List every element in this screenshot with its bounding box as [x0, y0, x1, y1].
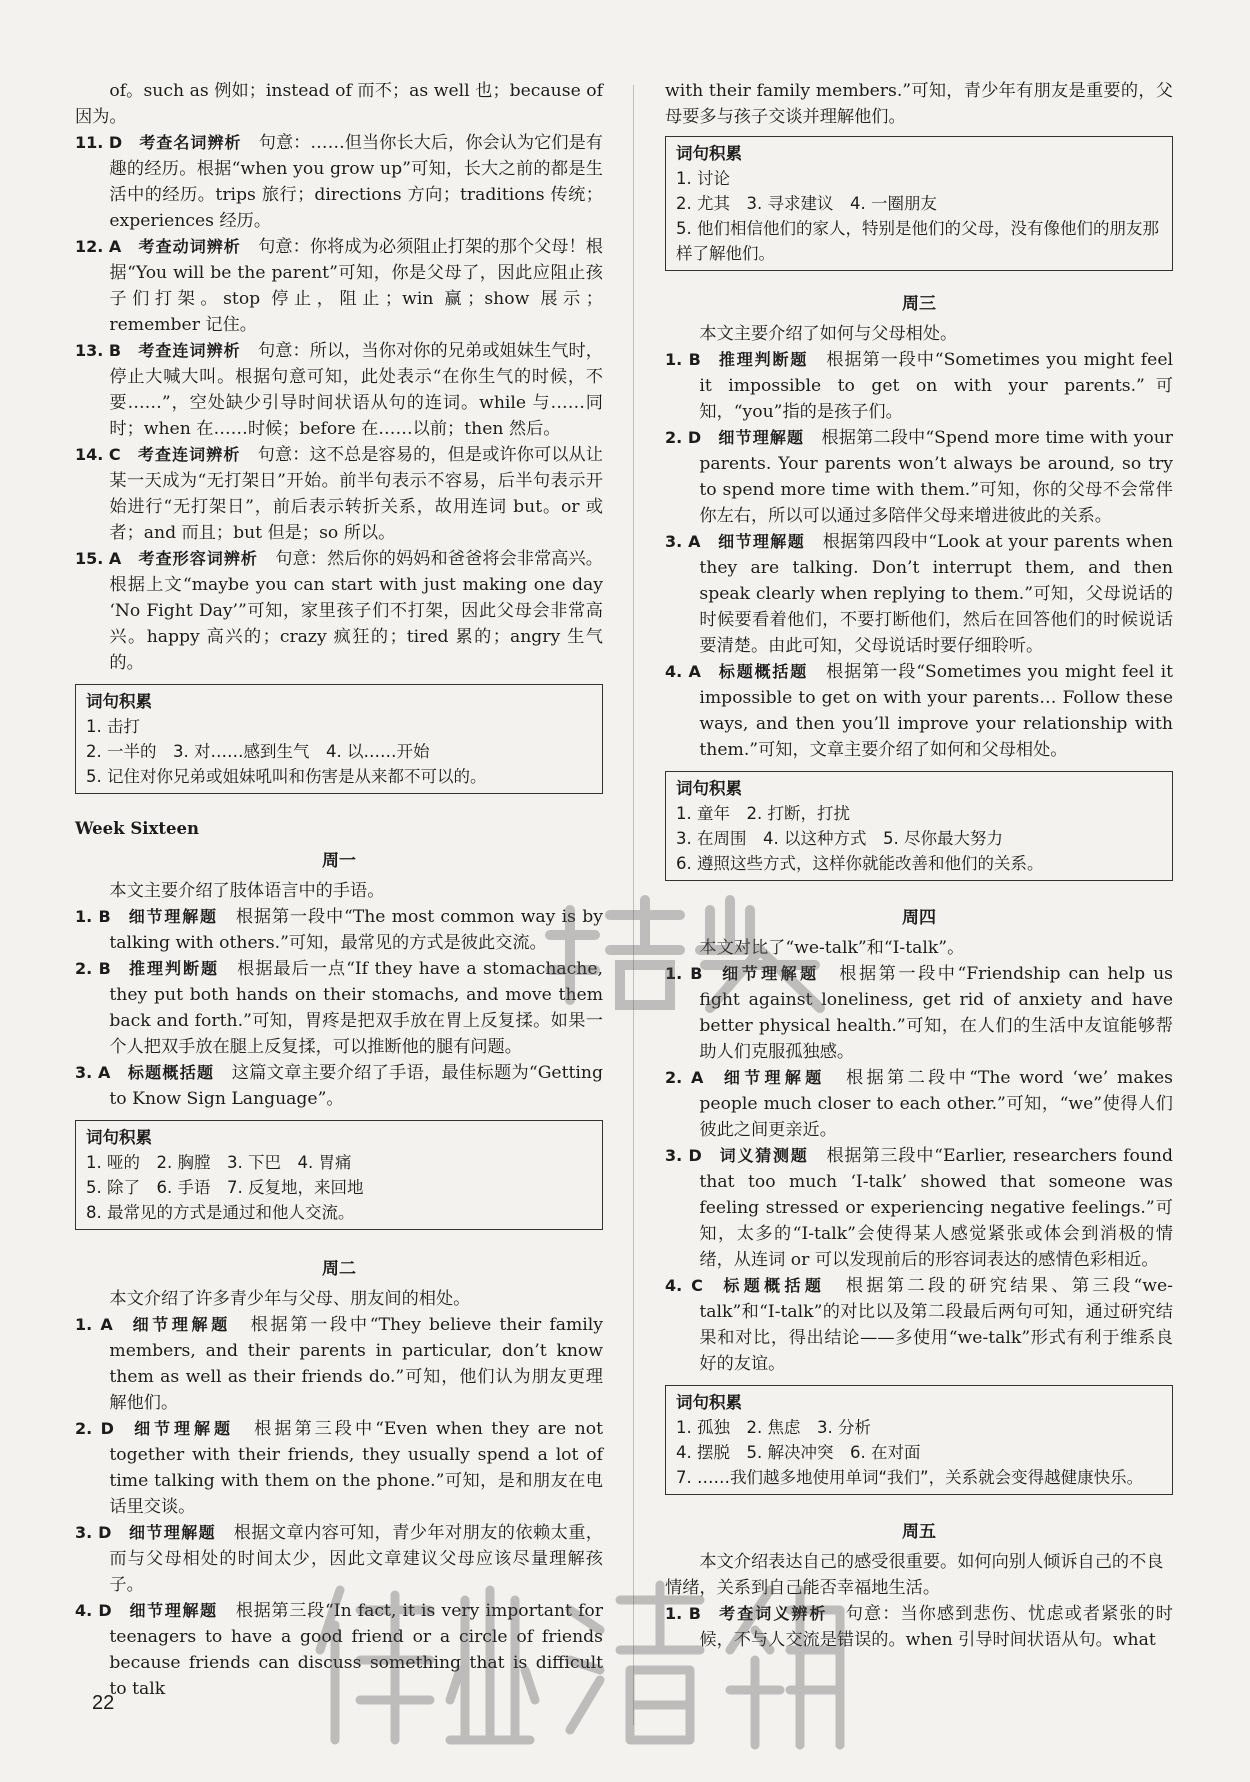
vocab-row: 5. 除了 6. 手语 7. 反复地，来回地 — [86, 1178, 364, 1197]
answer-letter: B — [98, 907, 111, 926]
answer-letter: D — [108, 133, 123, 152]
vocab-box — [75, 1120, 603, 1230]
watermark-text — [300, 1570, 860, 1760]
explanation: 句意：你将成为必须阻止打架的那个父母！根据“You will be the parent”可知，你是父母了，因此应阻止孩子们打架。stop 停止，阻止；win 赢；show 展示；remember 记住。 — [109, 237, 603, 335]
question-number: 1. — [75, 1315, 93, 1334]
explanation: 句意：这不总是容易的，但是或许你可以从让某一天成为“无打架日”开始。前半句表示不容易，后半句表示开始进行“无打架日”，前后表示转折关系，故用连词 but。or 或者；and 而且；but 但是；so 所以。 — [109, 445, 603, 543]
question-type: 细节理解题 — [720, 1068, 826, 1087]
question-type: 推理判断题 — [717, 350, 809, 369]
explanation: 根据第四段中“Look at your parents when they are talking. Don’t interrupt them, and then speak clearly when replying to them.”可知，父母说话的时候要看着他们，不要打断他们，然后在回答他们的时候说话要清楚。由此可知，父母说话时要仔细聆听。 — [699, 532, 1173, 656]
question-type: 考查词义辨析 — [718, 1604, 828, 1623]
explanation: 根据第一段中“Sometimes you might feel it impossible to get on with your parents.”可知，“you”指的是孩子们。 — [699, 350, 1173, 422]
question-type: 考查连词辨析 — [138, 341, 241, 360]
answer-item — [75, 130, 603, 234]
answer-letter: D — [100, 1419, 114, 1438]
question-list — [75, 904, 603, 1112]
answer-letter: D — [687, 428, 702, 447]
answer-item — [665, 1065, 1173, 1143]
vocab-box-title: 词句积累 — [676, 779, 742, 798]
answer-letter: D — [98, 1523, 112, 1542]
section-intro: 本文介绍了许多青少年与父母、朋友间的相处。 — [109, 1289, 471, 1309]
question-type: 细节理解题 — [718, 428, 805, 447]
vocab-row: 1. 哑的 2. 胸膛 3. 下巴 4. 胃痛 — [86, 1153, 352, 1172]
question-type: 细节理解题 — [719, 964, 820, 983]
vocab-box — [665, 1385, 1173, 1495]
vocab-row: 1. 孤独 2. 焦虑 3. 分析 — [676, 1418, 871, 1437]
question-type: 标题概括题 — [127, 1063, 215, 1082]
vocab-row: 2. 一半的 3. 对……感到生气 4. 以……开始 — [86, 742, 430, 761]
explanation: 根据第一段中“The most common way is by talking with others.”可知，最常见的方式是彼此交流。 — [109, 907, 603, 953]
answer-letter: A — [691, 1068, 704, 1087]
question-type: 标题概括题 — [718, 662, 809, 681]
vocab-box — [665, 771, 1173, 881]
question-type: 推理判断题 — [128, 959, 219, 978]
question-number: 13. — [75, 341, 104, 360]
question-number: 4. — [665, 662, 683, 681]
answer-letter: D — [98, 1601, 112, 1620]
answer-item — [75, 442, 603, 546]
answer-letter: D — [688, 1146, 702, 1165]
vocab-box-title: 词句积累 — [676, 1393, 742, 1412]
explanation: 根据最后一点“If they have a stomachache, they put both hands on their stomachs, and move them back and forth.”可知，胃疼是把双手放在胃上反复揉。如果一个人把双手放在腿上反复揉，可以推断他的腿有问题。 — [109, 959, 603, 1057]
right-column — [665, 78, 1173, 1653]
answer-item — [75, 1060, 603, 1112]
answer-item — [75, 904, 603, 956]
question-type: 细节理解题 — [717, 532, 806, 551]
question-type: 考查形容词辨析 — [138, 549, 258, 568]
answer-item — [665, 347, 1173, 425]
question-type: 考查连词辨析 — [137, 445, 241, 464]
explanation: 根据第一段中“Friendship can help us fight against loneliness, get rid of anxiety and have better physical health.”可知，在人们的生活中友谊能够帮助人们克服孤独感。 — [699, 964, 1173, 1062]
answer-item — [665, 425, 1173, 529]
explanation: 根据第三段中“Even when they are not together with their friends, they usually spend a lot of time talking with them on the phone.”可知，是和朋友在电话里交谈。 — [109, 1419, 603, 1517]
question-number: 3. — [665, 532, 683, 551]
question-type: 细节理解题 — [129, 1315, 231, 1334]
answer-item — [75, 338, 603, 442]
question-number: 2. — [75, 1419, 93, 1438]
question-number: 1. — [75, 907, 93, 926]
explanation: 根据第一段中“They believe their family members, and their parents in particular, don’t know them as well as their friends do.”可知，他们认为朋友更理解他们。 — [109, 1315, 603, 1413]
explanation: 根据文章内容可知，青少年对朋友的依赖太重，而与父母相处的时间太少，因此文章建议父母应该尽量理解孩子。 — [109, 1523, 603, 1595]
day-title: 周五 — [902, 1522, 936, 1542]
answer-letter: C — [108, 445, 121, 464]
answer-letter: C — [691, 1276, 703, 1295]
section-intro: 本文对比了“we-talk”和“I-talk”。 — [699, 938, 965, 958]
explanation: 根据第二段中“The word ‘we’ makes people much closer to each other.”可知，“we”使得人们彼此之间更亲近。 — [699, 1068, 1173, 1140]
answer-letter: A — [688, 532, 701, 551]
question-number: 3. — [75, 1063, 93, 1082]
question-type: 细节理解题 — [128, 1601, 218, 1620]
answer-letter: B — [690, 964, 703, 983]
question-list — [75, 130, 603, 676]
question-number: 2. — [665, 1068, 683, 1087]
answer-letter: A — [688, 662, 701, 681]
vocab-row: 1. 击打 — [86, 717, 140, 736]
question-type: 考查名词辨析 — [139, 133, 242, 152]
question-number: 1. — [665, 1604, 683, 1623]
question-number: 1. — [665, 964, 683, 983]
section-intro: 本文介绍表达自己的感受很重要。如何向别人倾诉自己的不良情绪，关系到自己能否幸福地生活。 — [665, 1552, 1164, 1598]
question-list — [665, 961, 1173, 1377]
vocab-row: 5. 记住对你兄弟或姐妹吼叫和伤害是从来都不可以的。 — [86, 767, 487, 786]
answer-letter: A — [100, 1315, 113, 1334]
answer-letter: A — [108, 549, 122, 568]
question-number: 3. — [665, 1146, 683, 1165]
question-number: 4. — [75, 1601, 93, 1620]
explanation: 句意：然后你的妈妈和爸爸将会非常高兴。根据上文“maybe you can start with just making one day ‘No Fight Day’”可知，家里孩子们不打架，因此父母会非常高兴。happy 高兴的；crazy 疯狂的；tired 累的；angry 生气的。 — [109, 549, 603, 673]
answer-letter: A — [97, 1063, 111, 1082]
vocab-row: 1. 讨论 — [676, 169, 730, 188]
vocab-box — [75, 684, 603, 794]
question-number: 15. — [75, 549, 104, 568]
question-number: 11. — [75, 133, 104, 152]
question-number: 2. — [665, 428, 683, 447]
vocab-row: 6. 遵照这些方式，这样你就能改善和他们的关系。 — [676, 854, 1044, 873]
answer-item — [75, 546, 603, 676]
answer-item — [75, 956, 603, 1060]
question-type: 词义猜测题 — [718, 1146, 809, 1165]
question-number: 14. — [75, 445, 104, 464]
day-title: 周一 — [322, 851, 356, 871]
question-number: 12. — [75, 237, 104, 256]
answer-letter: B — [108, 341, 122, 360]
vocab-box — [665, 136, 1173, 271]
answer-item — [665, 659, 1173, 763]
vocab-box-title: 词句积累 — [676, 144, 742, 163]
vocab-box-title: 词句积累 — [86, 1128, 152, 1147]
vocab-row: 2. 尤其 3. 寻求建议 4. 一圈朋友 — [676, 194, 937, 213]
vocab-row: 8. 最常见的方式是通过和他人交流。 — [86, 1203, 355, 1222]
section-intro: 本文主要介绍了如何与父母相处。 — [699, 324, 958, 344]
watermark-logo — [540, 890, 840, 1020]
question-type: 细节理解题 — [127, 907, 218, 926]
answer-item — [75, 1416, 603, 1520]
explanation: 句意：当你感到悲伤、忧虑或者紧张的时候，不与人交流是错误的。when 引导时间状语从句。what — [699, 1604, 1173, 1650]
answer-letter: B — [688, 350, 701, 369]
answer-letter: B — [688, 1604, 701, 1623]
vocab-row: 1. 童年 2. 打断，打扰 — [676, 804, 850, 823]
explanation: 根据第三段“In fact, it is very important for teenagers to have a good friend or a circle of friends because friends can discuss something that is difficult to talk — [109, 1601, 603, 1699]
vocab-row: 3. 在周围 4. 以这种方式 5. 尽你最大努力 — [676, 829, 1003, 848]
answer-item — [75, 234, 603, 338]
vocab-box-title: 词句积累 — [86, 692, 152, 711]
vocab-row: 7. ……我们越多地使用单词“我们”，关系就会变得越健康快乐。 — [676, 1468, 1144, 1487]
question-list — [665, 347, 1173, 763]
question-type: 考查动词辨析 — [138, 237, 241, 256]
question-number: 1. — [665, 350, 683, 369]
explanation: 根据第一段“Sometimes you might feel it impossible to get on with your parents… Follow these ways, and then you’ll improve your relationship with them.”可知，文章主要介绍了如何和父母相处。 — [699, 662, 1173, 760]
answer-letter: B — [98, 959, 111, 978]
explanation: 根据第二段中“Spend more time with your parents. Your parents won’t always be around, so try to spend more time with them.”可知，你的父母不会常伴你左右，所以可以通过多陪伴父母来增进彼此的关系。 — [699, 428, 1173, 526]
question-number: 2. — [75, 959, 93, 978]
answer-item — [665, 1143, 1173, 1273]
answer-letter: A — [108, 237, 122, 256]
question-type: 标题概括题 — [720, 1276, 826, 1295]
day-title: 周四 — [902, 908, 936, 928]
answer-item — [75, 1312, 603, 1416]
continued-text: of。such as 例如；instead of 而不；as well 也；because of 因为。 — [75, 81, 603, 127]
page-number: 22 — [92, 1692, 115, 1714]
explanation: 这篇文章主要介绍了手语，最佳标题为“Getting to Know Sign Language”。 — [109, 1063, 603, 1109]
day-title: 周三 — [902, 294, 936, 314]
week-title: Week Sixteen — [75, 819, 199, 838]
question-type: 细节理解题 — [131, 1419, 234, 1438]
left-column — [75, 78, 603, 1702]
explanation: 句意：所以，当你对你的兄弟或姐妹生气时，停止大喊大叫。根据句意可知，此处表示“在你生气的时候，不要……”，空处缺少引导时间状语从句的连词。while 与……同时；when 在……时候；before 在……以前；then 然后。 — [109, 341, 603, 439]
continued-text: with their family members.”可知，青少年有朋友是重要的，父母要多与孩子交谈并理解他们。 — [665, 81, 1173, 127]
question-number: 3. — [75, 1523, 93, 1542]
answer-item — [665, 1273, 1173, 1377]
section-intro: 本文主要介绍了肢体语言中的手语。 — [109, 881, 385, 901]
explanation: 根据第三段中“Earlier, researchers found that too much ‘I-talk’ showed that someone was feeling stressed or experiencing negative feelings.”可知，太多的“I-talk”会使得某人感觉紧张或体会到消极的情绪，从连词 or 可以发现前后的形容词表达的感情色彩相近。 — [699, 1146, 1173, 1270]
answer-item — [665, 529, 1173, 659]
day-title: 周二 — [322, 1259, 356, 1279]
vocab-row: 5. 他们相信他们的家人，特别是他们的父母，没有像他们的朋友那样了解他们。 — [676, 219, 1159, 263]
question-number: 4. — [665, 1276, 683, 1295]
question-type: 细节理解题 — [128, 1523, 217, 1542]
vocab-row: 4. 摆脱 5. 解决冲突 6. 在对面 — [676, 1443, 921, 1462]
explanation: 句意：……但当你长大后，你会认为它们是有趣的经历。根据“when you grow up”可知，长大之前的都是生活中的经历。trips 旅行；directions 方向；traditions 传统；experiences 经历。 — [109, 133, 603, 231]
explanation: 根据第二段的研究结果、第三段“we-talk”和“I-talk”的对比以及第二段最后两句可知，通过研究结果和对比，得出结论——多使用“we-talk”形式有利于维系良好的友谊。 — [699, 1276, 1173, 1374]
